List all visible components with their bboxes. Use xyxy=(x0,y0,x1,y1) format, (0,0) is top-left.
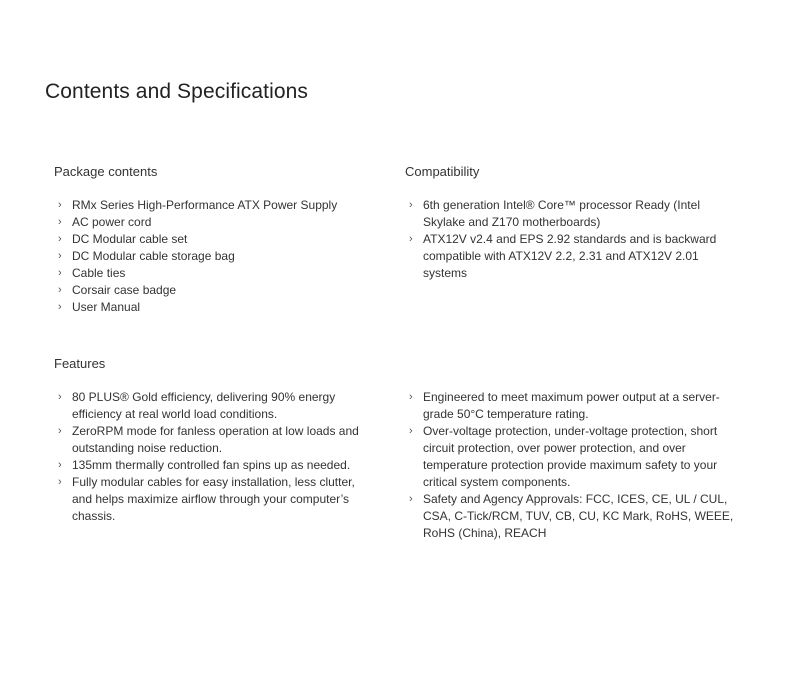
list-item-text: 80 PLUS® Gold efficiency, delivering 90% energy efficiency at real world load conditions. xyxy=(72,390,336,421)
chevron-right-icon: › xyxy=(58,459,62,471)
list-item xyxy=(405,491,740,542)
list-item-text: RMx Series High-Performance ATX Power Supply xyxy=(72,198,338,212)
chevron-right-icon: › xyxy=(58,301,62,313)
compatibility-list xyxy=(405,197,740,282)
list-item xyxy=(54,282,374,299)
list-item-text: AC power cord xyxy=(72,215,152,229)
list-item xyxy=(405,197,740,231)
list-item-text: Over-voltage protection, under-voltage protection, short circuit protection, over power protection, and over temperature protection provide maximum safety to your critical system components. xyxy=(423,424,718,489)
chevron-right-icon: › xyxy=(58,250,62,262)
chevron-right-icon: › xyxy=(58,233,62,245)
list-item xyxy=(54,389,374,423)
chevron-right-icon: › xyxy=(409,391,413,403)
list-item xyxy=(54,474,374,525)
features-list-right xyxy=(405,389,740,542)
page-title: Contents and Specifications xyxy=(45,80,309,103)
chevron-right-icon: › xyxy=(58,284,62,296)
list-item xyxy=(405,389,740,423)
list-item xyxy=(54,248,374,265)
features-list-left xyxy=(54,389,374,525)
features-heading: Features xyxy=(54,356,106,371)
chevron-right-icon: › xyxy=(58,476,62,488)
list-item-text: 135mm thermally controlled fan spins up as needed. xyxy=(72,458,351,472)
list-item-text: Cable ties xyxy=(72,266,126,280)
package-contents-heading: Package contents xyxy=(54,164,158,179)
list-item-text: ATX12V v2.4 and EPS 2.92 standards and is backward compatible with ATX12V 2.2, 2.31 and ATX12V 2.01 systems xyxy=(423,232,717,280)
list-item-text: ZeroRPM mode for fanless operation at low loads and outstanding noise reduction. xyxy=(72,424,359,455)
chevron-right-icon: › xyxy=(58,267,62,279)
list-item-text: DC Modular cable storage bag xyxy=(72,249,235,263)
list-item-text: Fully modular cables for easy installation, less clutter, and helps maximize airflow through your computer’s chassis. xyxy=(72,475,355,523)
features-section xyxy=(54,355,389,372)
list-item xyxy=(54,299,374,316)
list-item xyxy=(54,214,374,231)
chevron-right-icon: › xyxy=(409,493,413,505)
chevron-right-icon: › xyxy=(409,233,413,245)
list-item xyxy=(54,197,374,214)
list-item-text: Engineered to meet maximum power output at a server-grade 50°C temperature rating. xyxy=(423,390,720,421)
package-contents-section xyxy=(54,163,389,180)
chevron-right-icon: › xyxy=(58,391,62,403)
list-item-text: DC Modular cable set xyxy=(72,232,188,246)
list-item xyxy=(54,231,374,248)
list-item xyxy=(54,457,374,474)
list-item-text: User Manual xyxy=(72,300,141,314)
chevron-right-icon: › xyxy=(409,425,413,437)
list-item xyxy=(54,265,374,282)
package-contents-list xyxy=(54,197,374,316)
chevron-right-icon: › xyxy=(58,216,62,228)
list-item xyxy=(405,423,740,491)
list-item-text: 6th generation Intel® Core™ processor Ready (Intel Skylake and Z170 motherboards) xyxy=(423,198,700,229)
chevron-right-icon: › xyxy=(409,199,413,211)
list-item-text: Corsair case badge xyxy=(72,283,177,297)
list-item-text: Safety and Agency Approvals: FCC, ICES, CE, UL / CUL, CSA, C-Tick/RCM, TUV, CB, CU, KC Mark, RoHS, WEEE, RoHS (China), REACH xyxy=(423,492,734,540)
list-item xyxy=(405,231,740,282)
list-item xyxy=(54,423,374,457)
chevron-right-icon: › xyxy=(58,425,62,437)
compatibility-heading: Compatibility xyxy=(405,164,480,179)
compatibility-section xyxy=(405,163,740,180)
chevron-right-icon: › xyxy=(58,199,62,211)
